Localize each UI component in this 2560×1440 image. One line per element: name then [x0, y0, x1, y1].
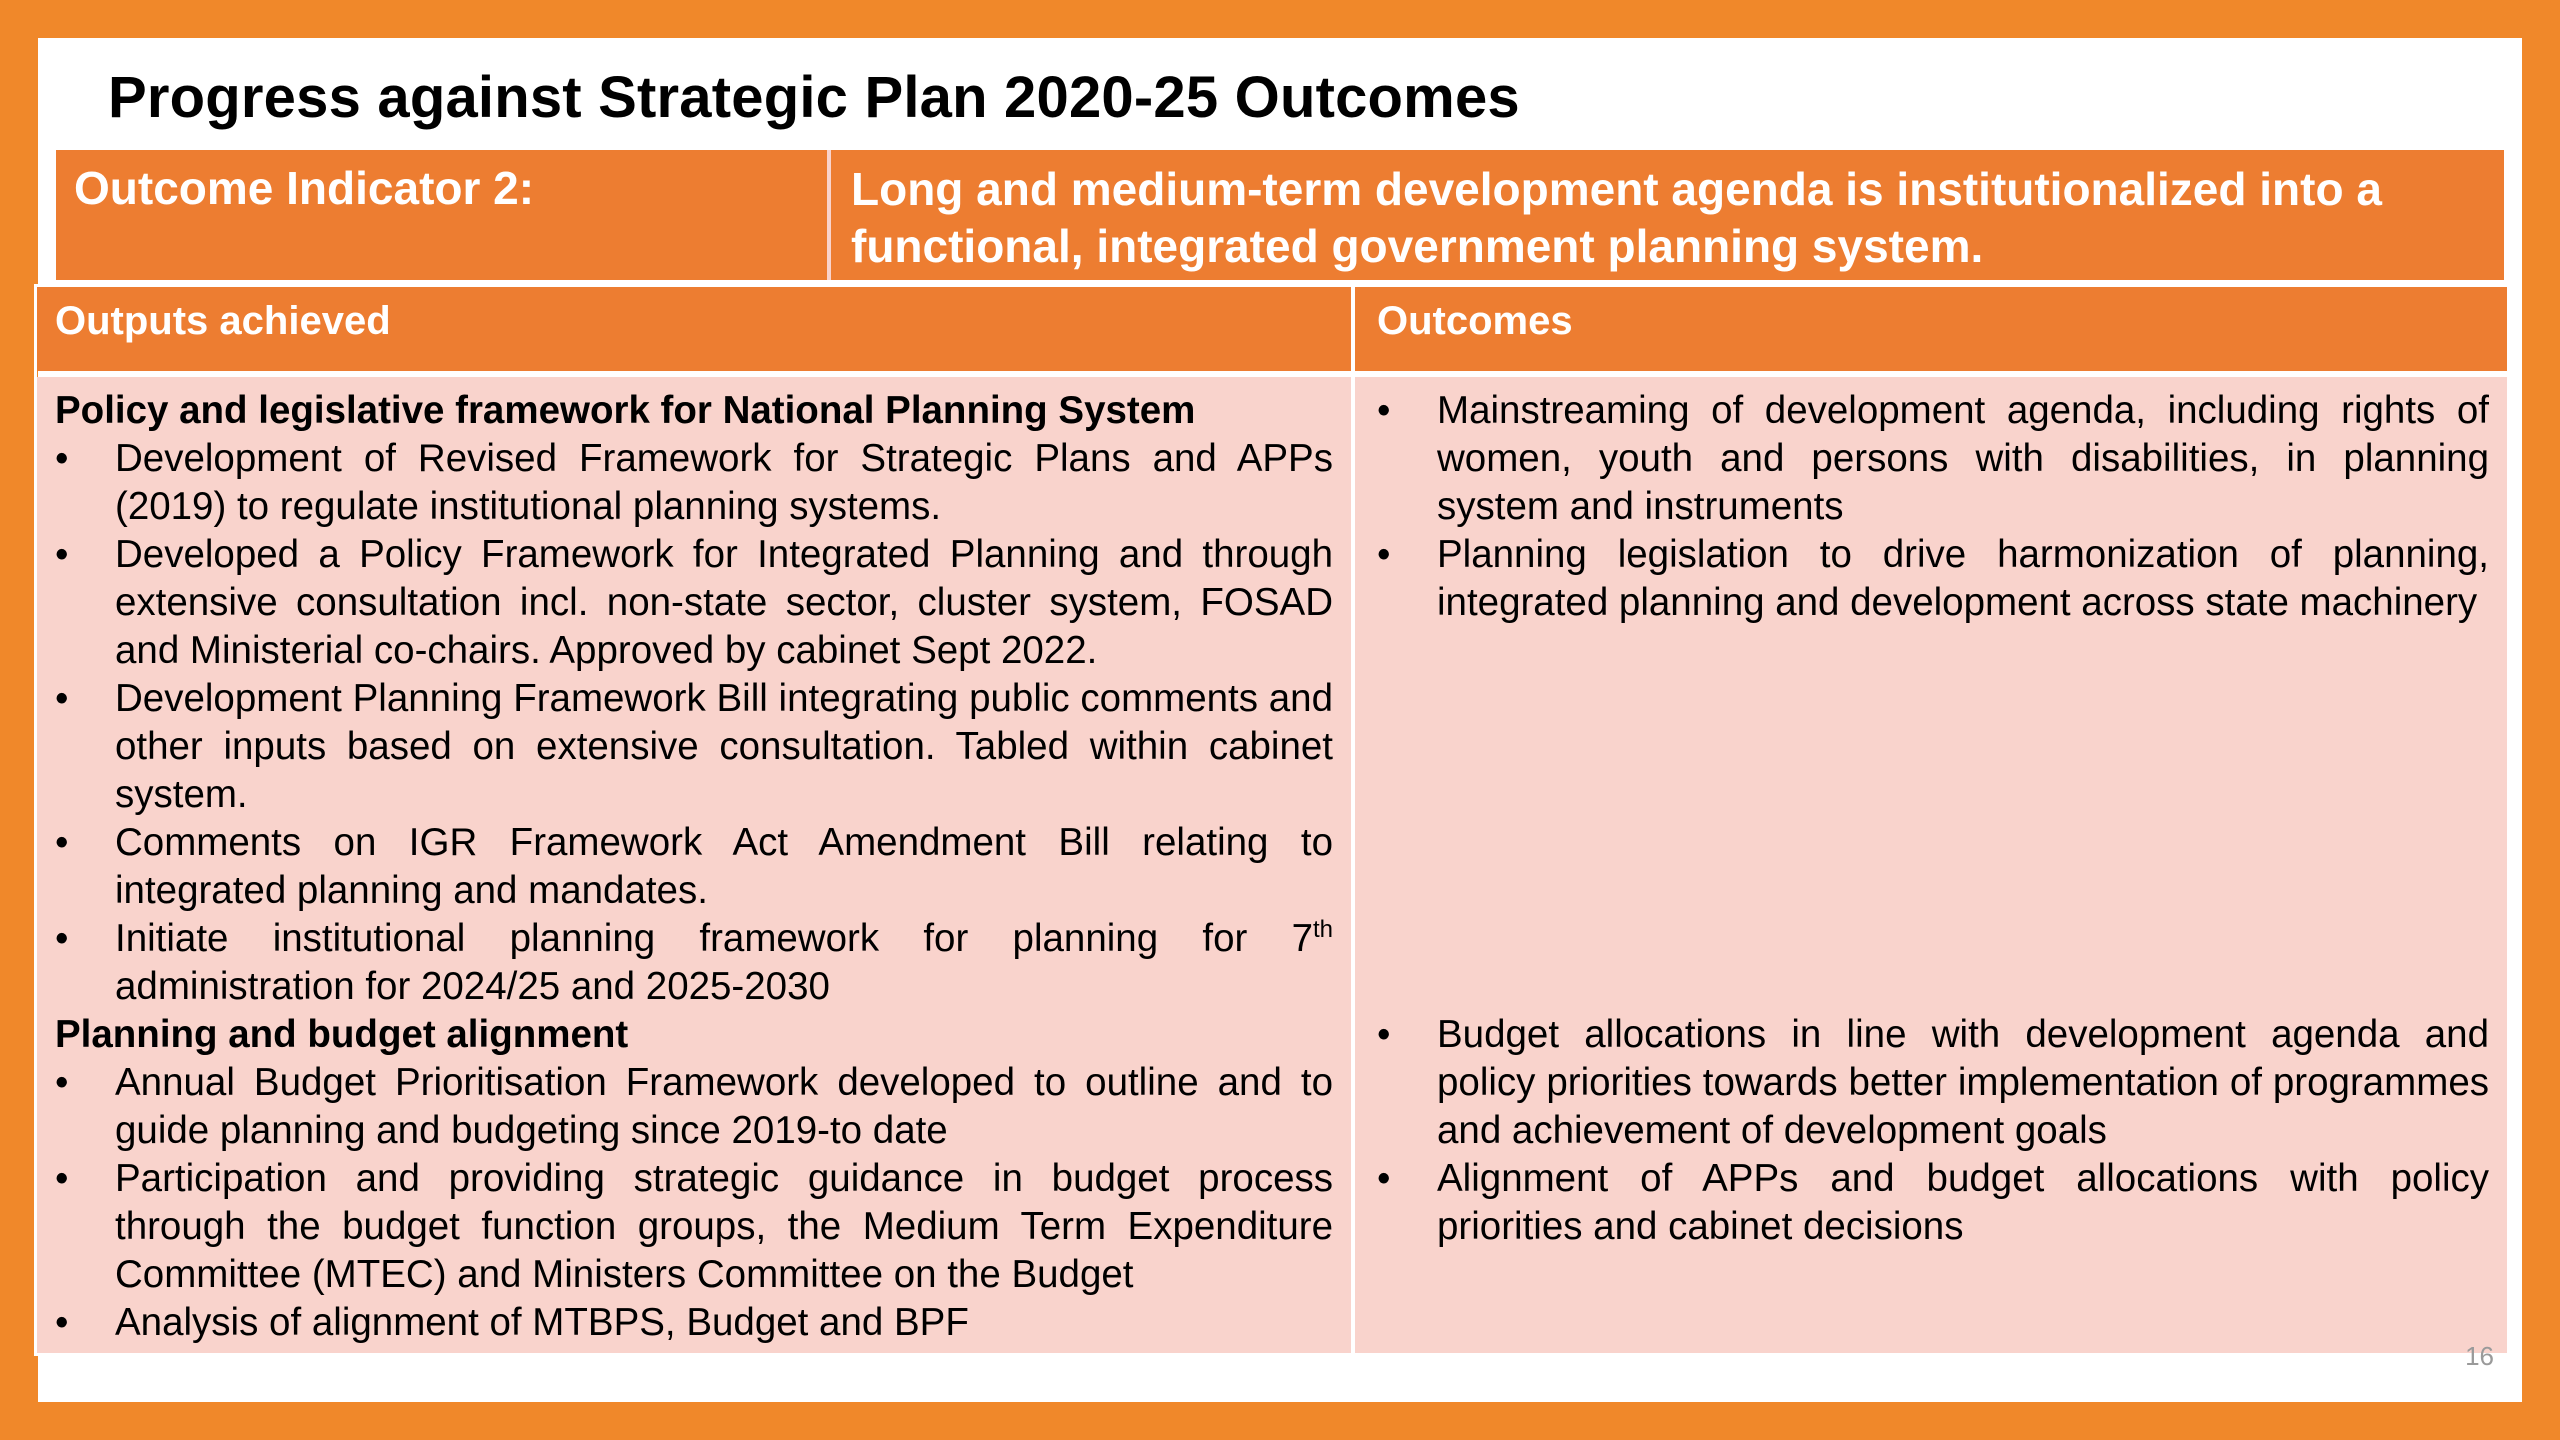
header-outputs-achieved: Outputs achieved [37, 287, 1355, 371]
outcome-indicator-label: Outcome Indicator 2: [56, 150, 831, 280]
list-item [1377, 1155, 2489, 1251]
list-item [1377, 387, 2489, 531]
list-item-text: Development of Revised Framework for Strategic Plans and APPs (2019) to regulate institutional planning systems. [115, 437, 1333, 528]
slide-title: Progress against Strategic Plan 2020-25 Outcomes [108, 65, 1520, 130]
list-item-text: Analysis of alignment of MTBPS, Budget and BPF [115, 1301, 969, 1344]
bullet-icon: • [55, 821, 69, 864]
bullet-icon: • [1377, 1013, 1391, 1056]
bullet-icon: • [55, 1061, 69, 1104]
outcome-indicator-text: Long and medium-term development agenda is institutionalized into a functional, integrated government planning system. [851, 163, 2382, 272]
table-body-row [37, 377, 2507, 1353]
list-item [1377, 1011, 2489, 1155]
outcome-indicator-bar [56, 150, 2504, 280]
budget-alignment-outcomes-list [1377, 1011, 2489, 1251]
bullet-icon: • [1377, 389, 1391, 432]
bullet-icon: • [55, 677, 69, 720]
table-header-row [37, 287, 2507, 371]
list-item-text: Mainstreaming of development agenda, including rights of women, youth and persons with disabilities, in planning system and instruments [1437, 389, 2489, 528]
outputs-column [37, 377, 1355, 1353]
list-item-text: Developed a Policy Framework for Integrated Planning and through extensive consultation incl. non-state sector, cluster system, FOSAD and Ministerial co-chairs. Approved by cabinet Sept 2022. [115, 533, 1333, 672]
list-item-text: Planning legislation to drive harmonization of planning, integrated planning and development across state machinery [1437, 533, 2489, 624]
page-number: 16 [2465, 1341, 2494, 1371]
list-item-text: Participation and providing strategic guidance in budget process through the budget function groups, the Medium Term Expenditure Committee (MTEC) and Ministers Committee on the Budget [115, 1157, 1333, 1296]
list-item [55, 1155, 1333, 1299]
list-item-text: Annual Budget Prioritisation Framework developed to outline and to guide planning and budgeting since 2019-to date [115, 1061, 1333, 1152]
outcomes-spacer [1377, 627, 2489, 1011]
bullet-icon: • [1377, 533, 1391, 576]
progress-table [34, 284, 2510, 1356]
list-item [55, 1299, 1333, 1347]
list-item [55, 1059, 1333, 1155]
bullet-icon: • [1377, 1157, 1391, 1200]
bullet-icon: • [55, 437, 69, 480]
list-item [55, 915, 1333, 1011]
list-item [55, 531, 1333, 675]
list-item-text: Comments on IGR Framework Act Amendment Bill relating to integrated planning and mandates. [115, 821, 1333, 912]
budget-alignment-outputs-list [55, 1059, 1333, 1347]
header-outcomes: Outcomes [1377, 299, 1573, 343]
section-heading-budget-alignment: Planning and budget alignment [55, 1013, 629, 1056]
bullet-icon: • [55, 1157, 69, 1200]
policy-framework-outputs-list [55, 435, 1333, 1011]
list-item [55, 675, 1333, 819]
list-item-text: Budget allocations in line with development agenda and policy priorities towards better implementation of programmes and achievement of development goals [1437, 1013, 2489, 1152]
policy-framework-outcomes-list [1377, 387, 2489, 627]
list-item-text-post: administration for 2024/25 and 2025-2030 [115, 965, 830, 1008]
ordinal-superscript: th [1312, 916, 1333, 944]
list-item [55, 435, 1333, 531]
bullet-icon: • [55, 917, 69, 960]
outcomes-column [1359, 377, 2507, 1353]
list-item [55, 819, 1333, 915]
list-item-text-pre: Initiate institutional planning framework for planning for 7 [115, 917, 1313, 960]
list-item-text: Alignment of APPs and budget allocations with policy priorities and cabinet decisions [1437, 1157, 2489, 1248]
list-item-text: Development Planning Framework Bill integrating public comments and other inputs based on extensive consultation. Tabled within cabinet system. [115, 677, 1333, 816]
list-item [1377, 531, 2489, 627]
bullet-icon: • [55, 1301, 69, 1344]
section-heading-policy-framework: Policy and legislative framework for National Planning System [55, 389, 1196, 432]
bullet-icon: • [55, 533, 69, 576]
